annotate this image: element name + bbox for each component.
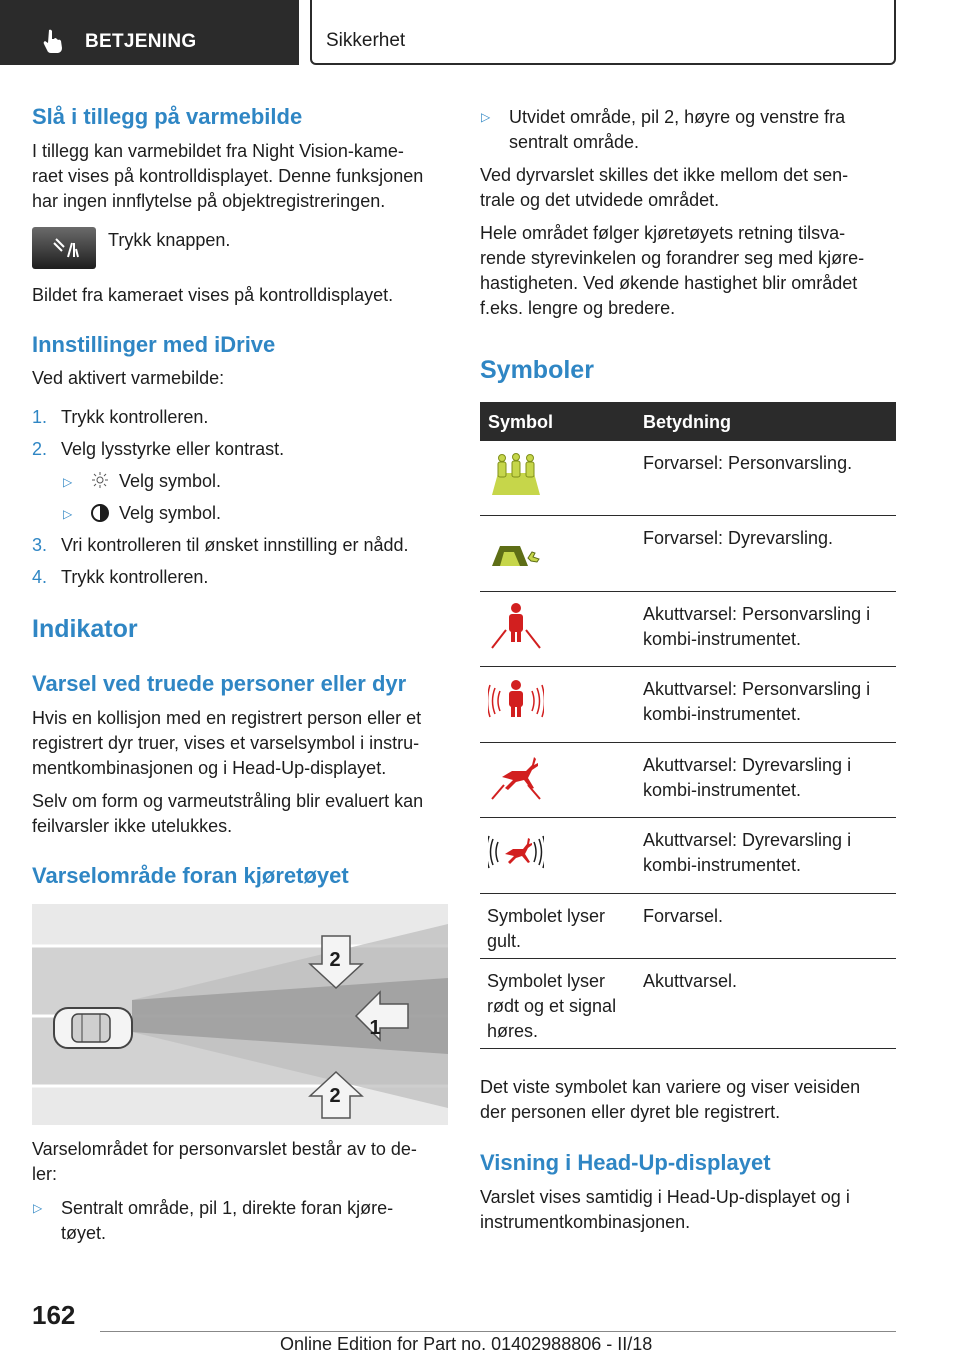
bullet-central-line-2: tøyet. (61, 1223, 107, 1243)
false-alarm-line-2: feilvarsler ikke utelukkes. (32, 816, 233, 836)
pedestrians-warning-icon (488, 449, 544, 497)
bullet-extended-line-1: Utvidet område, pil 2, høyre og venstre fra (509, 107, 846, 127)
pedestrian-acute-icon (488, 600, 544, 652)
night-vision-button-icon (32, 227, 96, 269)
warning-paragraph-line-2: registrert dyr truer, vises et varselsymbol i instru- (32, 733, 420, 753)
heading-thermal-image: Slå i tillegg på varmebilde (32, 104, 303, 129)
table-row (480, 516, 896, 592)
header-section-tab (0, 0, 299, 65)
table-row (480, 818, 896, 894)
brightness-icon (91, 471, 109, 489)
step-number: 1. (32, 407, 48, 427)
row-meaning: Forvarsel: Dyrevarsling. (643, 528, 834, 548)
table-row (480, 743, 896, 818)
header-chapter-tab (310, 0, 896, 65)
follow-paragraph-line-3: hastigheten. Ved økende hastighet blir området (480, 273, 858, 293)
row-meaning (643, 828, 893, 878)
row-meaning (643, 753, 893, 803)
heading-head-up-display: Visning i Head-Up-displayet (480, 1150, 771, 1175)
warning-paragraph-line-1: Hvis en kollisjon med en registrert person eller et (32, 708, 422, 728)
col-header-meaning: Betydning (643, 412, 731, 432)
heading-symbols: Symboler (480, 356, 594, 384)
sub-step-brightness: Velg symbol. (119, 471, 222, 491)
figure-label-2-bottom: 2 (329, 1085, 341, 1107)
animal-paragraph-line-2: trale og det utvidede området. (480, 190, 720, 210)
contrast-icon (90, 503, 110, 523)
page-number: 162 (32, 1300, 76, 1330)
figure-label-2-top: 2 (329, 949, 341, 971)
row-meaning-line-2: kombi-instrumentet. (643, 629, 802, 649)
bullet-triangle-icon: ▷ (63, 475, 73, 489)
bullet-triangle-icon: ▷ (63, 507, 73, 521)
table-header (480, 402, 896, 441)
row-meaning (643, 677, 893, 727)
col-header-symbol: Symbol (488, 412, 554, 432)
step-text: Vri kontrolleren til ønsket innstilling er nådd. (61, 535, 409, 555)
heading-warning-area: Varselområde foran kjøretøyet (32, 863, 349, 888)
table-row (480, 441, 896, 516)
press-button-text: Trykk knappen. (108, 230, 231, 250)
step-text: Velg lysstyrke eller kontrast. (61, 439, 285, 459)
row-meaning: Forvarsel. (643, 906, 724, 926)
pedestrian-acute-sound-icon (488, 675, 544, 727)
area-paragraph-line-1: Varselområdet for personvarslet består av to de- (32, 1139, 417, 1159)
row-meaning-line-1: Akuttvarsel: Dyrevarsling i (643, 755, 852, 775)
row-symbol-text (487, 969, 637, 1044)
row-meaning-line-2: kombi-instrumentet. (643, 855, 802, 875)
row-symbol-text-line: Symbolet lyser (487, 906, 606, 926)
area-paragraph-line-2: ler: (32, 1164, 58, 1184)
step-number: 2. (32, 439, 48, 459)
figure-label-1: 1 (369, 1017, 381, 1039)
hud-paragraph-line-1: Varslet vises samtidig i Head-Up-displayet og i (480, 1187, 850, 1207)
section-title: BETJENING (85, 31, 197, 52)
table-row (480, 592, 896, 667)
step-text: Trykk kontrolleren. (61, 407, 209, 427)
animal-warning-icon (488, 524, 544, 572)
row-symbol-text-line: gult. (487, 931, 522, 951)
hand-pointer-icon (40, 28, 66, 54)
warning-paragraph-line-3: mentkombinasjonen og i Head-Up-displayet. (32, 758, 387, 778)
edition-text: Online Edition for Part no. 01402988806 - II/18 (280, 1334, 653, 1354)
row-meaning-line-2: kombi-instrumentet. (643, 780, 802, 800)
table-row (480, 667, 896, 743)
row-meaning-line-1: Akuttvarsel: Personvarsling i (643, 679, 871, 699)
bullet-extended-line-2: sentralt område. (509, 132, 640, 152)
false-alarm-line-1: Selv om form og varmeutstråling blir evaluert kan (32, 791, 424, 811)
table-row (480, 894, 896, 959)
follow-paragraph-line-4: f.eks. lengre og bredere. (480, 298, 676, 318)
row-meaning: Akuttvarsel. (643, 971, 738, 991)
heading-warning-threat: Varsel ved truede personer eller dyr (32, 671, 407, 696)
row-symbol-text-line: høres. (487, 1021, 539, 1041)
symbols-table (480, 402, 896, 1049)
step-number: 4. (32, 567, 48, 587)
deer-acute-sound-icon (488, 826, 544, 878)
step-number: 3. (32, 535, 48, 555)
warning-area-figure (32, 904, 448, 1125)
chapter-title: Sikkerhet (326, 30, 406, 51)
footer-divider (100, 1331, 896, 1332)
bullet-triangle-icon: ▷ (481, 110, 491, 124)
hud-paragraph-line-2: instrumentkombinasjonen. (480, 1212, 691, 1232)
row-symbol-text-line: rødt og et signal (487, 996, 617, 1016)
thermal-paragraph-line-1: I tillegg kan varmebildet fra Night Vision-kame- (32, 141, 404, 161)
sub-step-contrast: Velg symbol. (119, 503, 222, 523)
follow-paragraph-line-2: rende styrevinkelen og forandrer seg med kjøre- (480, 248, 865, 268)
heading-idrive-settings: Innstillinger med iDrive (32, 332, 276, 357)
thermal-paragraph-line-3: har ingen innflytelse på objektregistreringen. (32, 191, 386, 211)
follow-paragraph-line-1: Hele området følger kjøretøyets retning tilsva- (480, 223, 846, 243)
row-meaning-line-1: Akuttvarsel: Dyrevarsling i (643, 830, 852, 850)
row-symbol-text (487, 904, 637, 954)
row-meaning-line-2: kombi-instrumentet. (643, 704, 802, 724)
table-row (480, 959, 896, 1049)
row-meaning (643, 602, 893, 652)
heading-indicator: Indikator (32, 615, 138, 643)
row-meaning: Forvarsel: Personvarsling. (643, 453, 853, 473)
bullet-central-line-1: Sentralt område, pil 1, direkte foran kjøre- (61, 1198, 394, 1218)
bullet-triangle-icon: ▷ (33, 1201, 43, 1215)
animal-paragraph-line-1: Ved dyrvarslet skilles det ikke mellom det sen- (480, 165, 849, 185)
idrive-intro: Ved aktivert varmebilde: (32, 368, 225, 388)
step-text: Trykk kontrolleren. (61, 567, 209, 587)
thermal-paragraph-line-2: raet vises på kontrolldisplayet. Denne funksjonen (32, 166, 424, 186)
camera-paragraph: Bildet fra kameraet vises på kontrolldisplayet. (32, 285, 394, 305)
symbol-paragraph-line-1: Det viste symbolet kan variere og viser veisiden (480, 1077, 861, 1097)
row-meaning-line-1: Akuttvarsel: Personvarsling i (643, 604, 871, 624)
deer-acute-icon (488, 751, 544, 803)
car-icon (54, 1008, 132, 1048)
symbol-paragraph-line-2: der personen eller dyret ble registrert. (480, 1102, 781, 1122)
row-symbol-text-line: Symbolet lyser (487, 971, 606, 991)
